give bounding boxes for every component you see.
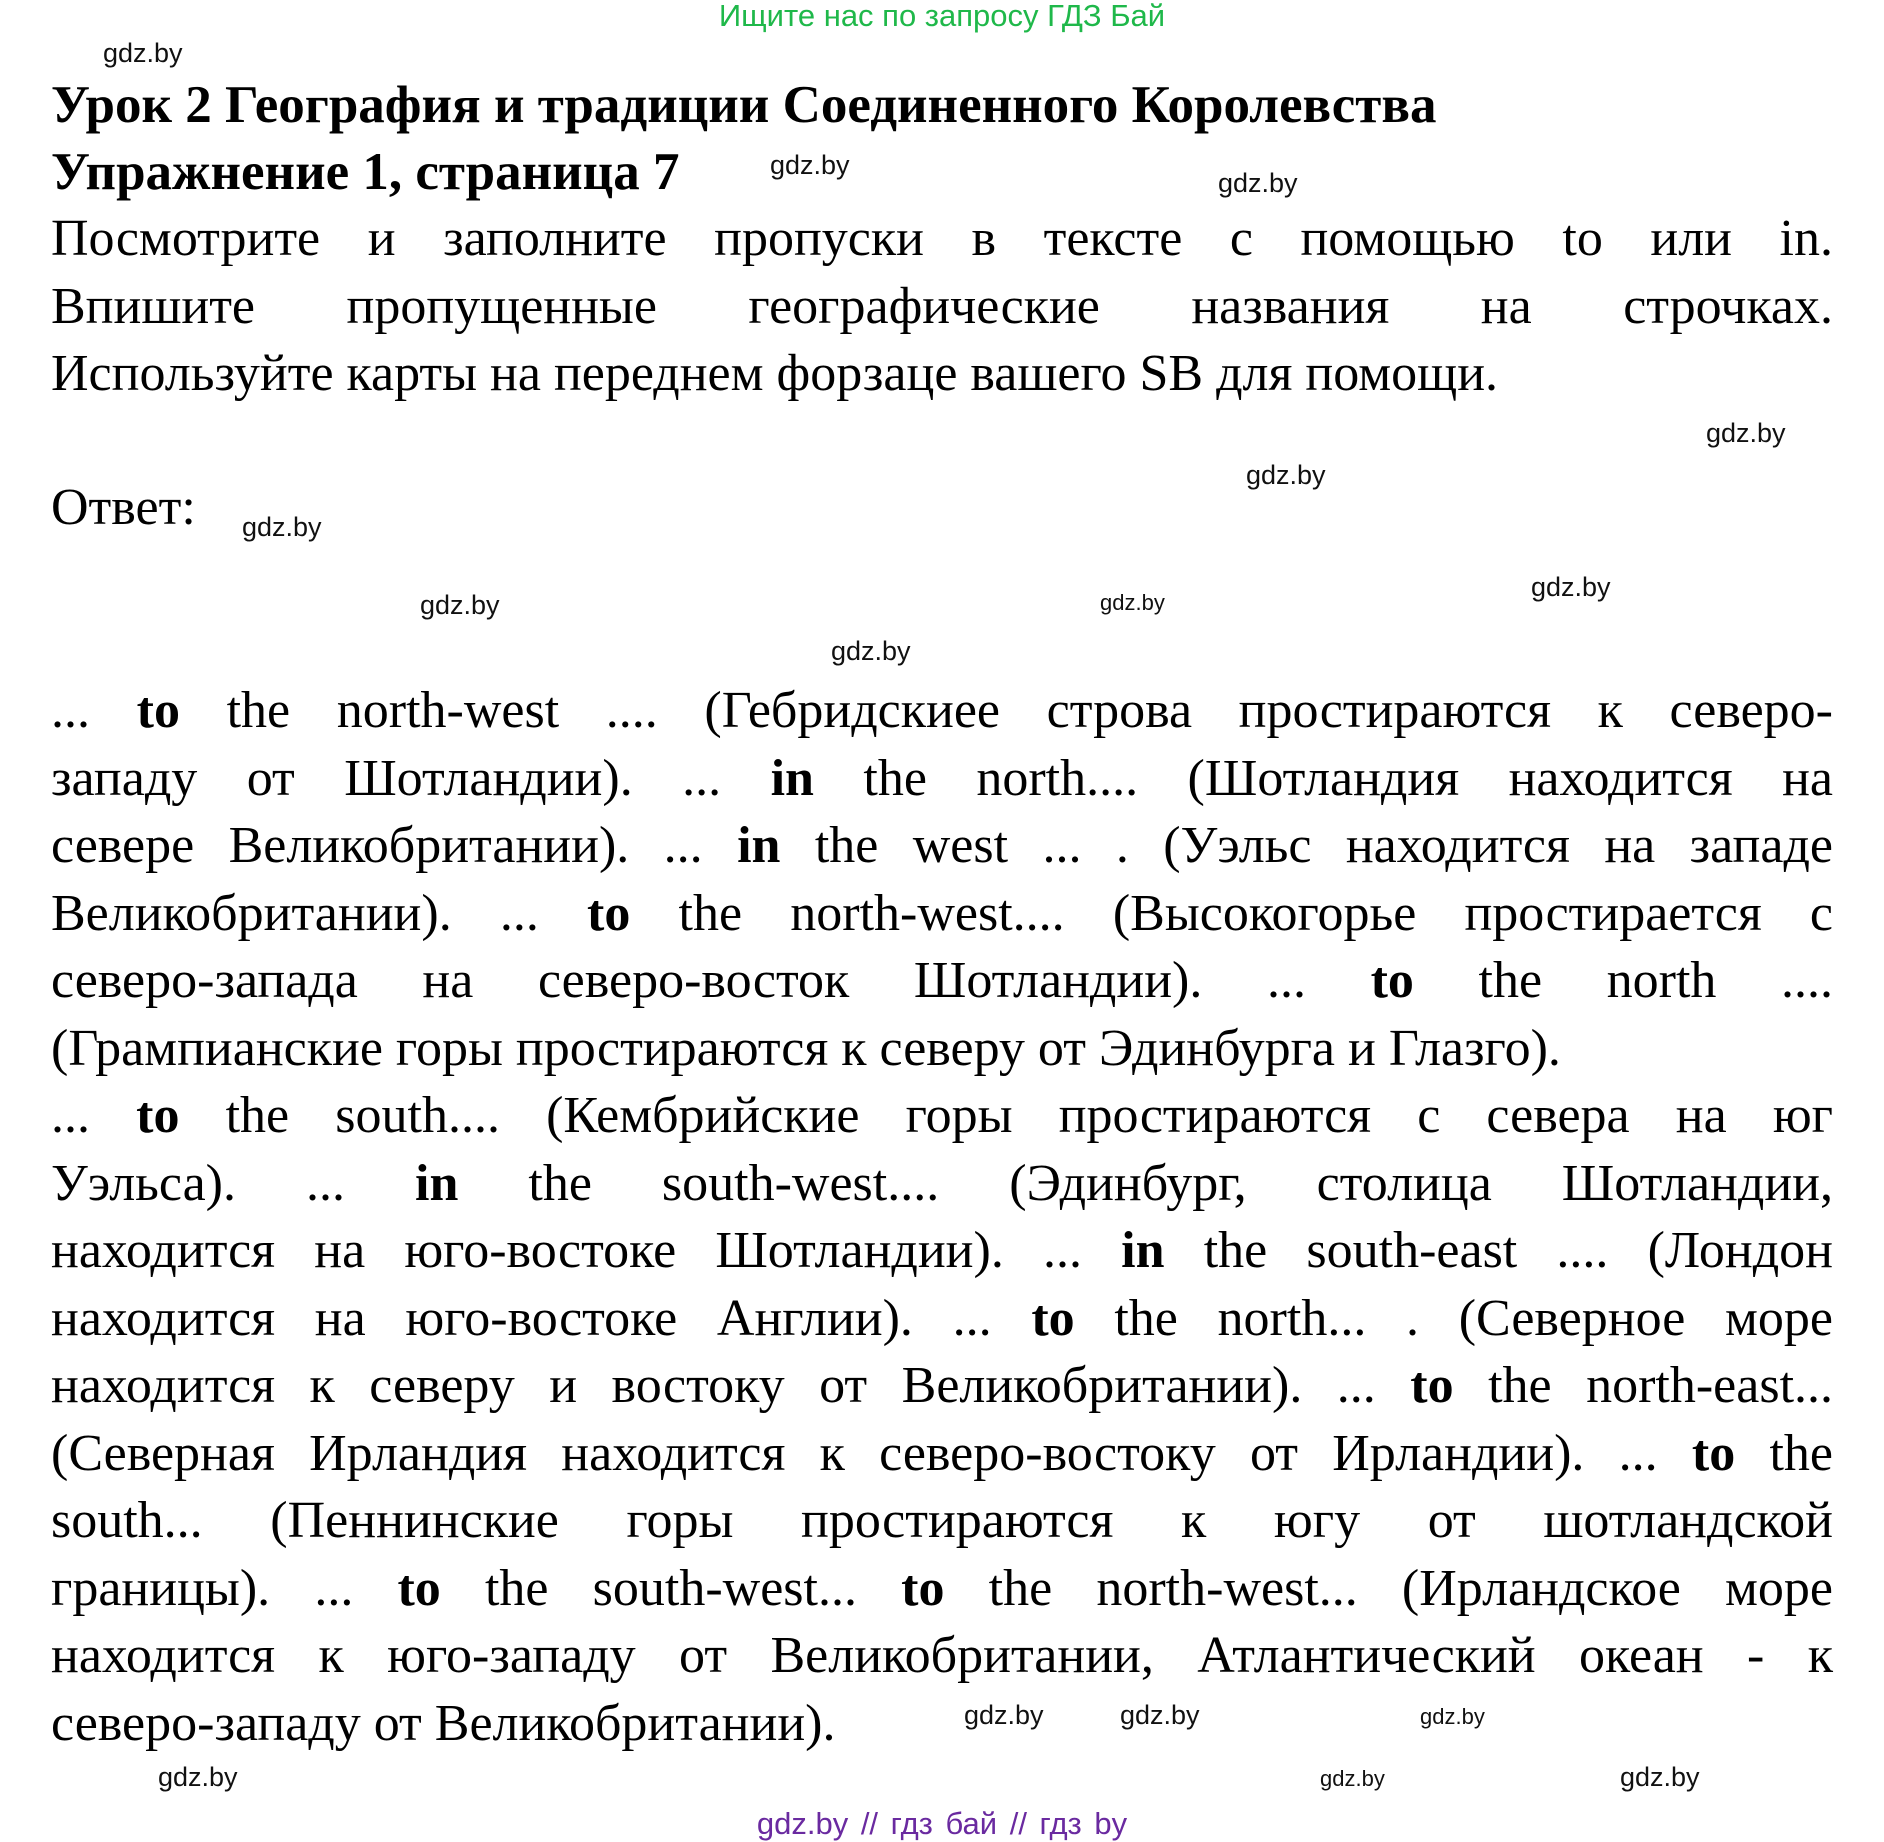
text-segment: the west ... . (Уэльс находится на западе <box>780 817 1833 874</box>
text-segment: Великобритании). ... <box>51 884 588 942</box>
text-segment: границы). ... <box>51 1559 398 1617</box>
watermark: gdz.by <box>1531 572 1611 602</box>
text-line <box>51 745 1833 813</box>
text-segment: Впишите пропущенные географические названия на строчках. <box>51 277 1833 335</box>
text-line <box>51 273 1833 341</box>
watermark: gdz.by <box>1120 1700 1200 1730</box>
text-segment: Уэльса). ... <box>51 1154 415 1212</box>
text-segment: the north .... <box>1413 952 1833 1009</box>
watermark: gdz.by <box>1218 168 1298 198</box>
answer-preposition: in <box>1121 1222 1165 1279</box>
text-line <box>51 1082 1833 1150</box>
answer-preposition: to <box>901 1559 945 1617</box>
answer-preposition: to <box>1370 952 1414 1009</box>
text-line <box>51 1690 1833 1758</box>
answer-preposition: to <box>587 884 631 942</box>
text-segment: the south-west.... (Эдинбург, столица Шотландии, <box>458 1154 1833 1212</box>
lesson-title: Урок 2 География и традиции Соединенного Королевства <box>51 76 1437 134</box>
text-line <box>51 1015 1833 1083</box>
text-line <box>51 947 1833 1015</box>
watermark: gdz.by <box>1100 590 1165 615</box>
text-segment: севере Великобритании). ... <box>51 817 738 874</box>
watermark: gdz.by <box>103 38 183 68</box>
watermark: gdz.by <box>420 590 500 620</box>
text-segment: (Северная Ирландия находится к северо-востоку от Ирландии). ... <box>51 1424 1692 1482</box>
text-line <box>51 1555 1833 1623</box>
text-segment: the north-east... <box>1453 1357 1834 1414</box>
text-segment: the south-west... <box>440 1559 902 1617</box>
watermark: gdz.by <box>1320 1766 1385 1791</box>
text-line <box>51 1217 1833 1285</box>
answer-preposition: to <box>1410 1357 1454 1414</box>
text-segment: северо-западу от Великобритании). <box>51 1694 836 1752</box>
text-segment: находится к юго-западу от Великобритании, Атлантический океан - к <box>51 1627 1833 1684</box>
exercise-title: Упражнение 1, страница 7 <box>51 143 680 201</box>
text-segment: ... <box>51 1087 137 1144</box>
text-segment: the south-east .... (Лондон <box>1164 1222 1833 1279</box>
text-line <box>51 812 1833 880</box>
text-segment: the north-west... (Ирландское море <box>944 1559 1833 1617</box>
text-line <box>51 205 1833 273</box>
text-segment: the north-west.... (Высокогорье простирается с <box>630 884 1833 942</box>
text-line <box>51 880 1833 948</box>
answer-preposition: to <box>397 1559 441 1617</box>
text-segment: the north-west .... (Гебридскиее строва простираются к северо- <box>179 682 1833 739</box>
answer-preposition: to <box>136 682 180 739</box>
text-segment: северо-запада на северо-восток Шотландии). ... <box>51 952 1371 1009</box>
text-line <box>51 1487 1833 1555</box>
text-segment: Используйте карты на переднем форзаце вашего SB для помощи. <box>51 345 1499 402</box>
text-segment: south... (Пеннинские горы простираются к югу от шотландской <box>51 1492 1833 1549</box>
watermark: gdz.by <box>770 150 850 180</box>
text-line <box>51 1622 1833 1690</box>
watermark: gdz.by <box>1620 1762 1700 1792</box>
text-segment: the <box>1735 1424 1833 1482</box>
watermark: gdz.by <box>242 512 322 542</box>
answer-preposition: in <box>770 749 814 807</box>
watermark: gdz.by <box>1246 460 1326 490</box>
text-line <box>51 1150 1833 1218</box>
watermark: gdz.by <box>158 1762 238 1792</box>
answer-preposition: to <box>1031 1289 1075 1347</box>
answer-preposition: in <box>737 817 781 874</box>
text-segment: the north... . (Северное море <box>1074 1289 1833 1347</box>
text-segment: находится на юго-востоке Шотландии). ... <box>51 1222 1122 1279</box>
text-line <box>51 1285 1833 1353</box>
text-segment: Посмотрите и заполните пропуски в тексте с помощью to или in. <box>51 210 1833 267</box>
answer-preposition: in <box>415 1154 459 1212</box>
text-segment: the south.... (Кембрийские горы простираются с севера на юг <box>179 1087 1833 1144</box>
answer-label: Ответ: <box>51 479 196 536</box>
answer-preposition: to <box>1691 1424 1736 1482</box>
answer-text <box>51 677 1833 1757</box>
footer-links: gdz.by // гдз бай // гдз by <box>756 1806 1128 1841</box>
text-line <box>51 1352 1833 1420</box>
answer-preposition: to <box>136 1087 180 1144</box>
text-line <box>51 1420 1833 1488</box>
text-segment: the north.... (Шотландия находится на <box>813 749 1833 807</box>
text-segment: ... <box>51 682 137 739</box>
text-segment: западу от Шотландии). ... <box>51 749 771 807</box>
instructions <box>51 205 1833 408</box>
watermark: gdz.by <box>831 636 911 666</box>
watermark: gdz.by <box>1706 418 1786 448</box>
watermark: gdz.by <box>964 1700 1044 1730</box>
top-banner: Ищите нас по запросу ГДЗ Бай <box>718 0 1166 33</box>
watermark: gdz.by <box>1420 1704 1485 1729</box>
text-segment: (Грампианские горы простираются к северу от Эдинбурга и Глазго). <box>51 1019 1561 1077</box>
text-line <box>51 340 1833 408</box>
text-line <box>51 677 1833 745</box>
text-segment: находится на юго-востоке Англии). ... <box>51 1289 1032 1347</box>
text-segment: находится к северу и востоку от Великобритании). ... <box>51 1357 1411 1414</box>
